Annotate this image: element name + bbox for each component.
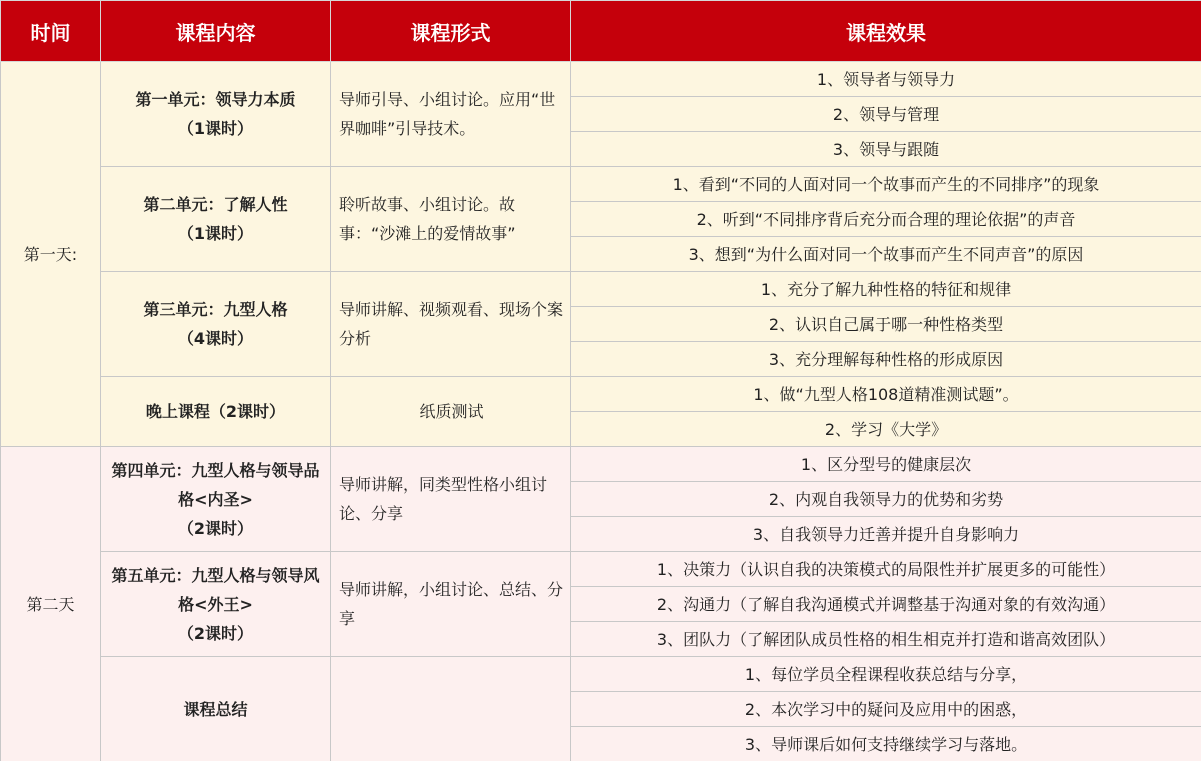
unit-form: 导师讲解，同类型性格小组讨论、分享 xyxy=(331,447,571,552)
effect-cell: 2、听到“不同排序背后充分而合理的理论依据”的声音 xyxy=(571,202,1201,237)
unit-title-line: 第四单元：九型人格与领导品格<内圣> xyxy=(111,460,320,509)
unit-title xyxy=(101,272,331,377)
header-content: 课程内容 xyxy=(101,1,331,62)
unit-hours: （1课时） xyxy=(177,224,254,243)
effect-cell: 3、充分理解每种性格的形成原因 xyxy=(571,342,1201,377)
header-time: 时间 xyxy=(1,1,101,62)
day-label: 第一天: xyxy=(1,62,101,447)
unit-title xyxy=(101,657,331,761)
effect-cell: 1、充分了解九种性格的特征和规律 xyxy=(571,272,1201,307)
header-effect: 课程效果 xyxy=(571,1,1201,62)
unit-title-line: 第二单元：了解人性 xyxy=(143,195,288,214)
unit-form: 导师讲解，小组讨论、总结、分享 xyxy=(331,552,571,657)
effect-cell: 3、领导与跟随 xyxy=(571,132,1201,167)
unit-hours: （2课时） xyxy=(177,623,254,643)
unit-title xyxy=(101,377,331,447)
table-row xyxy=(1,447,1201,482)
effect-cell: 3、团队力（了解团队成员性格的相生相克并打造和谐高效团队） xyxy=(571,622,1201,657)
unit-form: 导师讲解、视频观看、现场个案分析 xyxy=(331,272,571,377)
unit-hours: （4课时） xyxy=(177,329,254,348)
table-row xyxy=(1,657,1201,692)
effect-cell: 2、学习《大学》 xyxy=(571,412,1201,447)
unit-form: 聆听故事、小组讨论。故事：“沙滩上的爱情故事” xyxy=(331,167,571,272)
table-row xyxy=(1,552,1201,587)
unit-title-line: 课程总结 xyxy=(183,699,248,719)
effect-cell: 2、沟通力（了解自我沟通模式并调整基于沟通对象的有效沟通） xyxy=(571,587,1201,622)
effect-cell: 1、领导者与领导力 xyxy=(571,62,1201,97)
effect-cell: 3、导师课后如何支持继续学习与落地。 xyxy=(571,727,1201,761)
effect-cell: 2、内观自我领导力的优势和劣势 xyxy=(571,482,1201,517)
effect-cell: 3、自我领导力迁善并提升自身影响力 xyxy=(571,517,1201,552)
effect-cell: 1、看到“不同的人面对同一个故事而产生的不同排序”的现象 xyxy=(571,167,1201,202)
effect-cell: 2、认识自己属于哪一种性格类型 xyxy=(571,307,1201,342)
table-row xyxy=(1,167,1201,202)
unit-form: 纸质测试 xyxy=(331,377,571,447)
unit-form: 导师引导、小组讨论。应用“世界咖啡”引导技术。 xyxy=(331,62,571,167)
effect-cell: 2、领导与管理 xyxy=(571,97,1201,132)
table-row xyxy=(1,377,1201,412)
unit-title-line: 第一单元：领导力本质 xyxy=(135,90,296,109)
table-row xyxy=(1,62,1201,97)
effect-cell: 2、本次学习中的疑问及应用中的困惑， xyxy=(571,692,1201,727)
unit-form xyxy=(331,657,571,761)
table-header-row xyxy=(1,1,1201,62)
day-label: 第二天 xyxy=(1,447,101,761)
unit-hours: （2课时） xyxy=(177,518,254,538)
unit-title-line: 第三单元：九型人格 xyxy=(143,300,288,319)
unit-title xyxy=(101,552,331,657)
unit-title-line: 晚上课程（2课时） xyxy=(145,402,286,421)
effect-cell: 3、想到“为什么面对同一个故事而产生不同声音”的原因 xyxy=(571,237,1201,272)
effect-cell: 1、做“九型人格108道精准测试题”。 xyxy=(571,377,1201,412)
effect-cell: 1、每位学员全程课程收获总结与分享， xyxy=(571,657,1201,692)
unit-title xyxy=(101,62,331,167)
table-row xyxy=(1,272,1201,307)
effect-cell: 1、决策力（认识自我的决策模式的局限性并扩展更多的可能性） xyxy=(571,552,1201,587)
header-form: 课程形式 xyxy=(331,1,571,62)
unit-hours: （1课时） xyxy=(177,119,254,138)
unit-title-line: 第五单元：九型人格与领导风格<外王> xyxy=(111,565,320,614)
effect-cell: 1、区分型号的健康层次 xyxy=(571,447,1201,482)
unit-title xyxy=(101,447,331,552)
unit-title xyxy=(101,167,331,272)
